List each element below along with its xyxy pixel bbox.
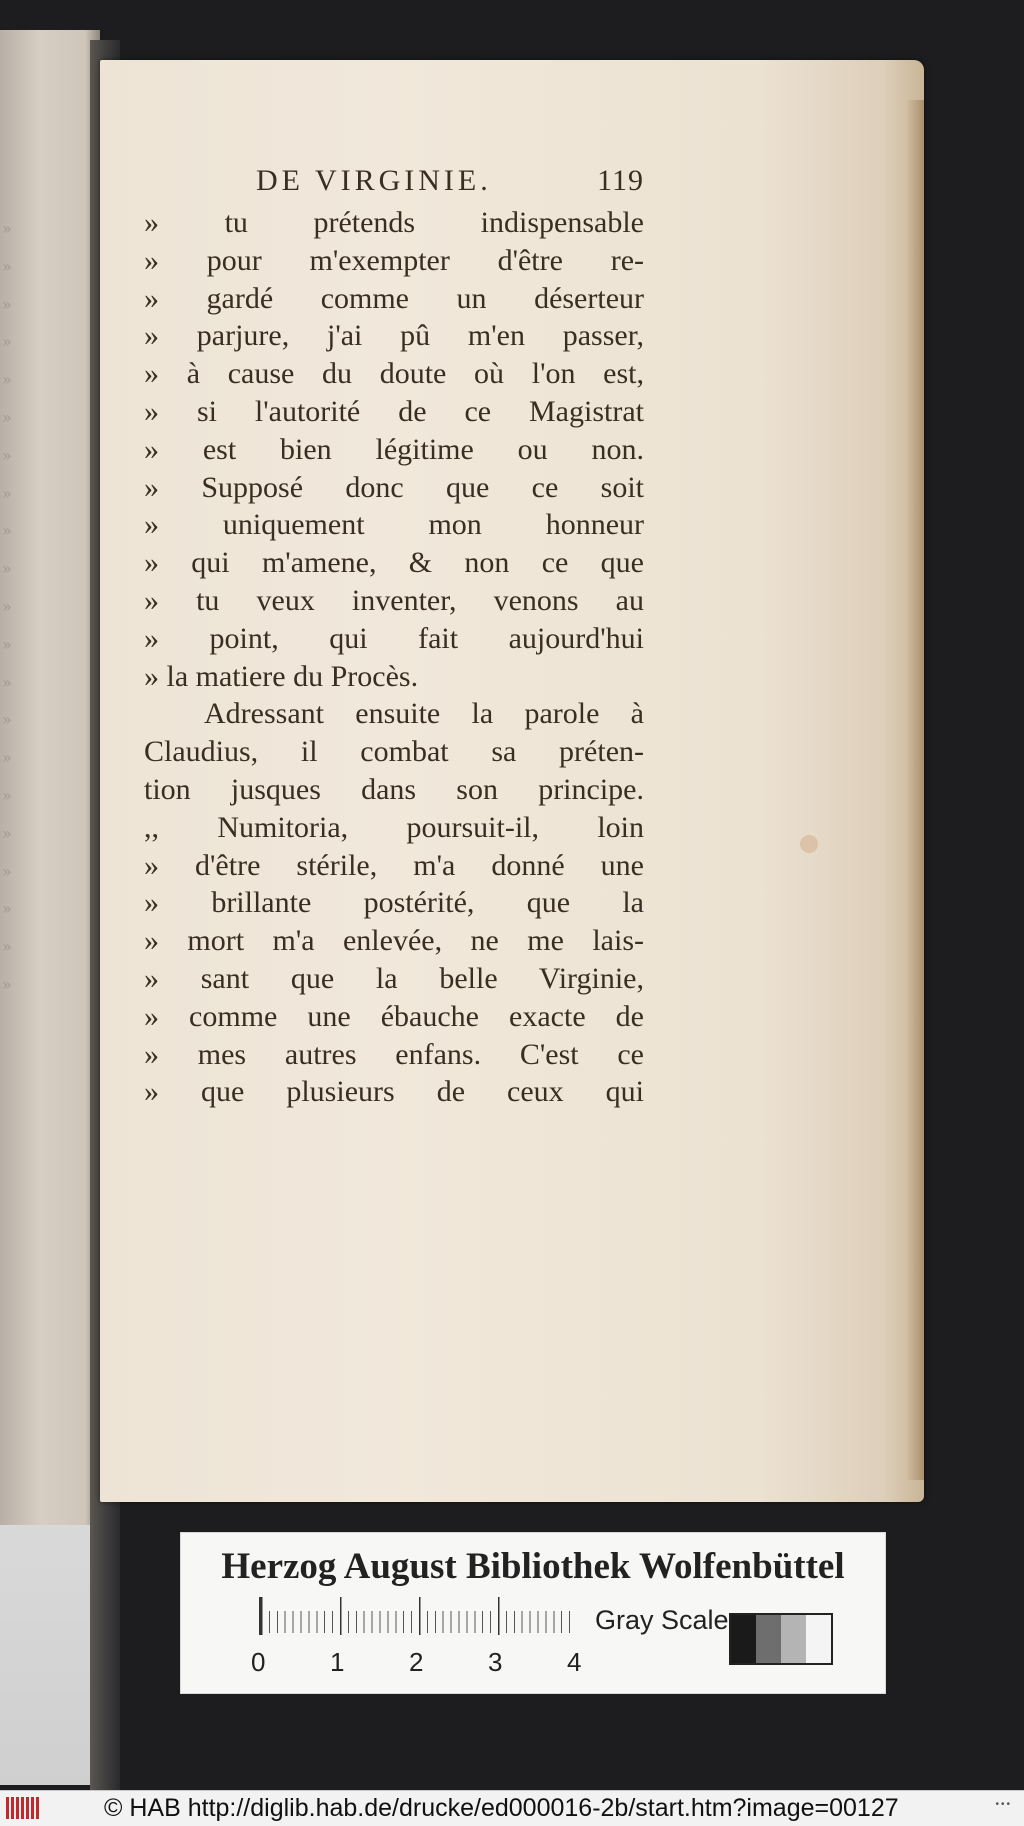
swatch-step	[781, 1615, 806, 1663]
more-dots-icon: •••	[995, 1799, 1012, 1810]
adjacent-page-edge	[0, 30, 100, 1530]
text-line: » mes autres enfans. C'est ce	[144, 1037, 644, 1071]
ruler-number: 1	[330, 1647, 345, 1677]
text-line: » d'être stérile, m'a donné une	[144, 848, 644, 882]
foxing-spot	[800, 835, 818, 853]
running-head-title: DE VIRGINIE.	[256, 164, 492, 197]
swatch-step	[806, 1615, 831, 1663]
swatch-step	[756, 1615, 781, 1663]
scale-ruler	[259, 1597, 577, 1635]
ruler-number: 3	[488, 1647, 503, 1677]
hab-barcode-logo-icon	[6, 1797, 46, 1821]
text-line: » est bien légitime ou non.	[144, 432, 644, 466]
text-line: ,, Numitoria, poursuit-il, loin	[144, 810, 644, 844]
text-line: tion jusques dans son principe.	[144, 772, 644, 806]
text-line: » Supposé donc que ce soit	[144, 470, 644, 504]
text-line: » brillante postérité, que la	[144, 886, 644, 920]
ruler-numbers	[251, 1647, 591, 1681]
text-line: » mort m'a enlevée, ne me lais-	[144, 924, 644, 958]
ruler-number: 4	[567, 1647, 582, 1677]
text-line: » comme une ébauche exacte de	[144, 999, 644, 1033]
page-text-block	[144, 164, 644, 1111]
footer-link[interactable]: © HAB http://diglib.hab.de/drucke/ed000016-2b/start.htm?image=00127	[104, 1794, 899, 1822]
footer-bar	[0, 1790, 1024, 1826]
text-line: » point, qui fait aujourd'hui	[144, 621, 644, 655]
page-fore-edge	[906, 100, 924, 1480]
text-line: Claudius, il combat sa préten-	[144, 735, 644, 769]
library-ruler-label	[180, 1532, 886, 1694]
text-line: » uniquement mon honneur	[144, 508, 644, 542]
page-number: 119	[597, 164, 644, 197]
text-line: » tu veux inventer, venons au	[144, 583, 644, 617]
text-line: » sant que la belle Virginie,	[144, 961, 644, 995]
text-line: » à cause du doute où l'on est,	[144, 357, 644, 391]
text-line: » que plusieurs de ceux qui	[144, 1075, 644, 1109]
text-line: » parjure, j'ai pû m'en passer,	[144, 319, 644, 353]
text-line: » si l'autorité de ce Magistrat	[144, 394, 644, 428]
swatch-step	[731, 1615, 756, 1663]
ruler-number: 0	[251, 1647, 266, 1677]
text-line: Adressant ensuite la parole à	[204, 697, 644, 731]
text-line: » gardé comme un déserteur	[144, 281, 644, 315]
text-line: » tu prétends indispensable	[144, 206, 644, 239]
gray-scale-label: Gray Scale	[595, 1605, 729, 1635]
running-head	[144, 164, 644, 204]
gray-scale-swatch	[729, 1613, 833, 1665]
adjacent-page-bleed-text: » » » » » » » » » » » » » » » » » » » » »	[2, 219, 12, 994]
library-name: Herzog August Bibliothek Wolfenbüttel	[221, 1546, 845, 1587]
ruler-number: 2	[409, 1647, 424, 1677]
text-line: » qui m'amene, & non ce que	[144, 546, 644, 580]
text-line: » pour m'exempter d'être re-	[144, 243, 644, 277]
text-line: » la matiere du Procès.	[144, 659, 419, 693]
adjacent-label-slip	[0, 1525, 100, 1785]
